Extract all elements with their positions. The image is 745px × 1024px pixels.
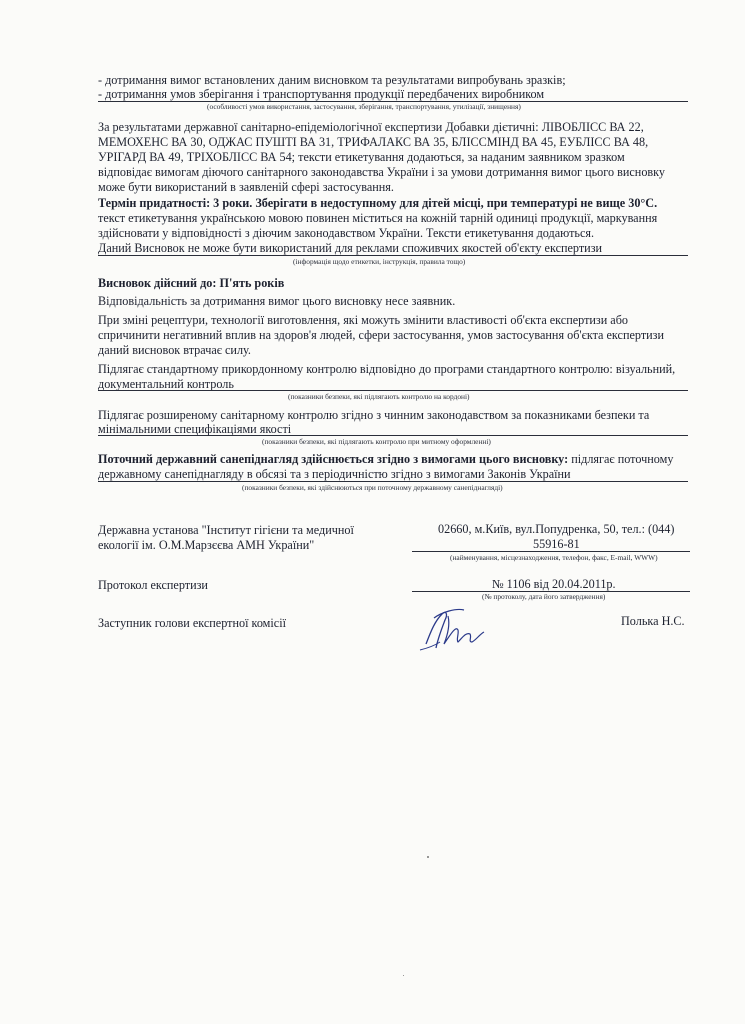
results-line-4: відповідає вимогам діючого санітарного законодавства України і за умови дотримання вимог цього висновку: [98, 165, 666, 179]
recipe-line-3: даний висновок втрачає силу.: [98, 343, 251, 357]
current-rest-text: підлягає поточному: [568, 452, 674, 466]
handwritten-signature: [412, 604, 492, 654]
institution-caption: (найменування, місцезнаходження, телефон, факс, E-mail, WWW): [450, 553, 658, 562]
extended-caption: (показники безпеки, які підлягають контролю при митному оформленні): [262, 437, 491, 446]
extended-line-2: мінімальними специфікаціями якості: [98, 422, 292, 436]
institution-line-2: екології ім. О.М.Марзєєва АМН України": [98, 538, 315, 552]
protocol-caption: (№ протоколу, дата його затвердження): [482, 592, 606, 601]
current-caption: (показники безпеки, які здійснюються при поточному державному санепіднагляді): [242, 483, 503, 492]
shelf-line-2: текст етикетування українською мовою повинен міститься на кожній тарній одиниці продукції, маркування: [98, 211, 658, 225]
results-line-5: може бути використаний в заявленій сфері застосування.: [98, 180, 394, 194]
conditions-line-1: - дотримання вимог встановлених даним висновком та результатами випробувань зразків;: [98, 73, 566, 87]
protocol-value: № 1106 від 20.04.2011р.: [492, 577, 616, 591]
signatory-label: Заступник голови експертної комісії: [98, 616, 286, 630]
institution-line-1: Державна установа "Інститут гігієни та медичної: [98, 523, 354, 537]
conditions-caption: (особливості умов використання, застосування, зберігання, транспортування, утилізації, знищення): [207, 102, 521, 111]
scan-speck: [403, 975, 404, 976]
current-rule: [98, 481, 688, 482]
current-line-2: державному санепіднагляду в обсязі та з періодичністю згідно з вимогами Законів України: [98, 467, 571, 481]
signatory-name: Полька Н.С.: [621, 614, 685, 628]
shelf-line-3: здійсновати у відповідності з діючим законодавством України. Тексти етикетування додаються.: [98, 226, 595, 240]
protocol-label: Протокол експертизи: [98, 578, 208, 592]
results-line-1: За результатами державної санітарно-епідеміологічної експертизи Добавки дієтичні: ЛІВОБЛІСС ВА 22,: [98, 120, 644, 134]
shelf-line-1: Термін придатності: 3 роки. Зберігати в недоступному для дітей місці, при температурі не вище 30°С.: [98, 196, 658, 210]
border-line-2: документальний контроль: [98, 377, 234, 391]
institution-rule: [412, 551, 690, 552]
recipe-line-2: спричинити негативний вплив на здоров'я людей, сфери застосування, умов застосування об'єкта експертизи: [98, 328, 665, 342]
scan-speck: [427, 856, 429, 858]
current-bold-text: Поточний державний санепіднагляд здійснюється згідно з вимогами цього висновку:: [98, 452, 569, 466]
results-line-2: МЕМОХЕНС ВА 30, ОДЖАС ПУШТІ ВА 31, ТРИФАЛАКС ВА 35, БЛІССМІНД ВА 45, ЕУБЛІСС ВА 48,: [98, 135, 649, 149]
shelf-line-4: Даний Висновок не може бути використаний для реклами споживчих якостей об'єкту експертизи: [98, 241, 603, 255]
institution-address-line-2: 55916-81: [533, 537, 580, 551]
extended-line-1: Підлягає розширеному санітарному контролю згідно з чинним законодавством за показниками безпеки та: [98, 408, 650, 422]
institution-address-line-1: 02660, м.Київ, вул.Попудренка, 50, тел.: (044): [438, 522, 675, 536]
recipe-line-1: При зміні рецептури, технології виготовлення, які можуть змінити властивості об'єкта експертизи або: [98, 313, 629, 327]
current-line-1: [98, 452, 673, 467]
border-caption: (показники безпеки, які підлягають контролю на кордоні): [288, 392, 470, 401]
border-line-1: Підлягає стандартному прикордонному контролю відповідно до програми стандартного контролю: візуальний,: [98, 362, 676, 376]
border-rule: [98, 390, 688, 391]
results-line-3: УРІГАРД ВА 49, ТРІХОБЛІСС ВА 54; тексти етикетування додаються, за наданим заявником зразком: [98, 150, 625, 164]
shelf-caption: (інформація щодо етикетки, інструкція, правила тощо): [293, 257, 466, 266]
validity-text: Висновок дійсний до: П'ять років: [98, 276, 285, 290]
shelf-rule: [98, 255, 688, 256]
conditions-line-2: - дотримання умов зберігання і транспортування продукції передбачених виробником: [98, 87, 545, 101]
extended-rule: [98, 435, 688, 436]
responsibility-text: Відповідальність за дотримання вимог цього висновку несе заявник.: [98, 294, 456, 308]
